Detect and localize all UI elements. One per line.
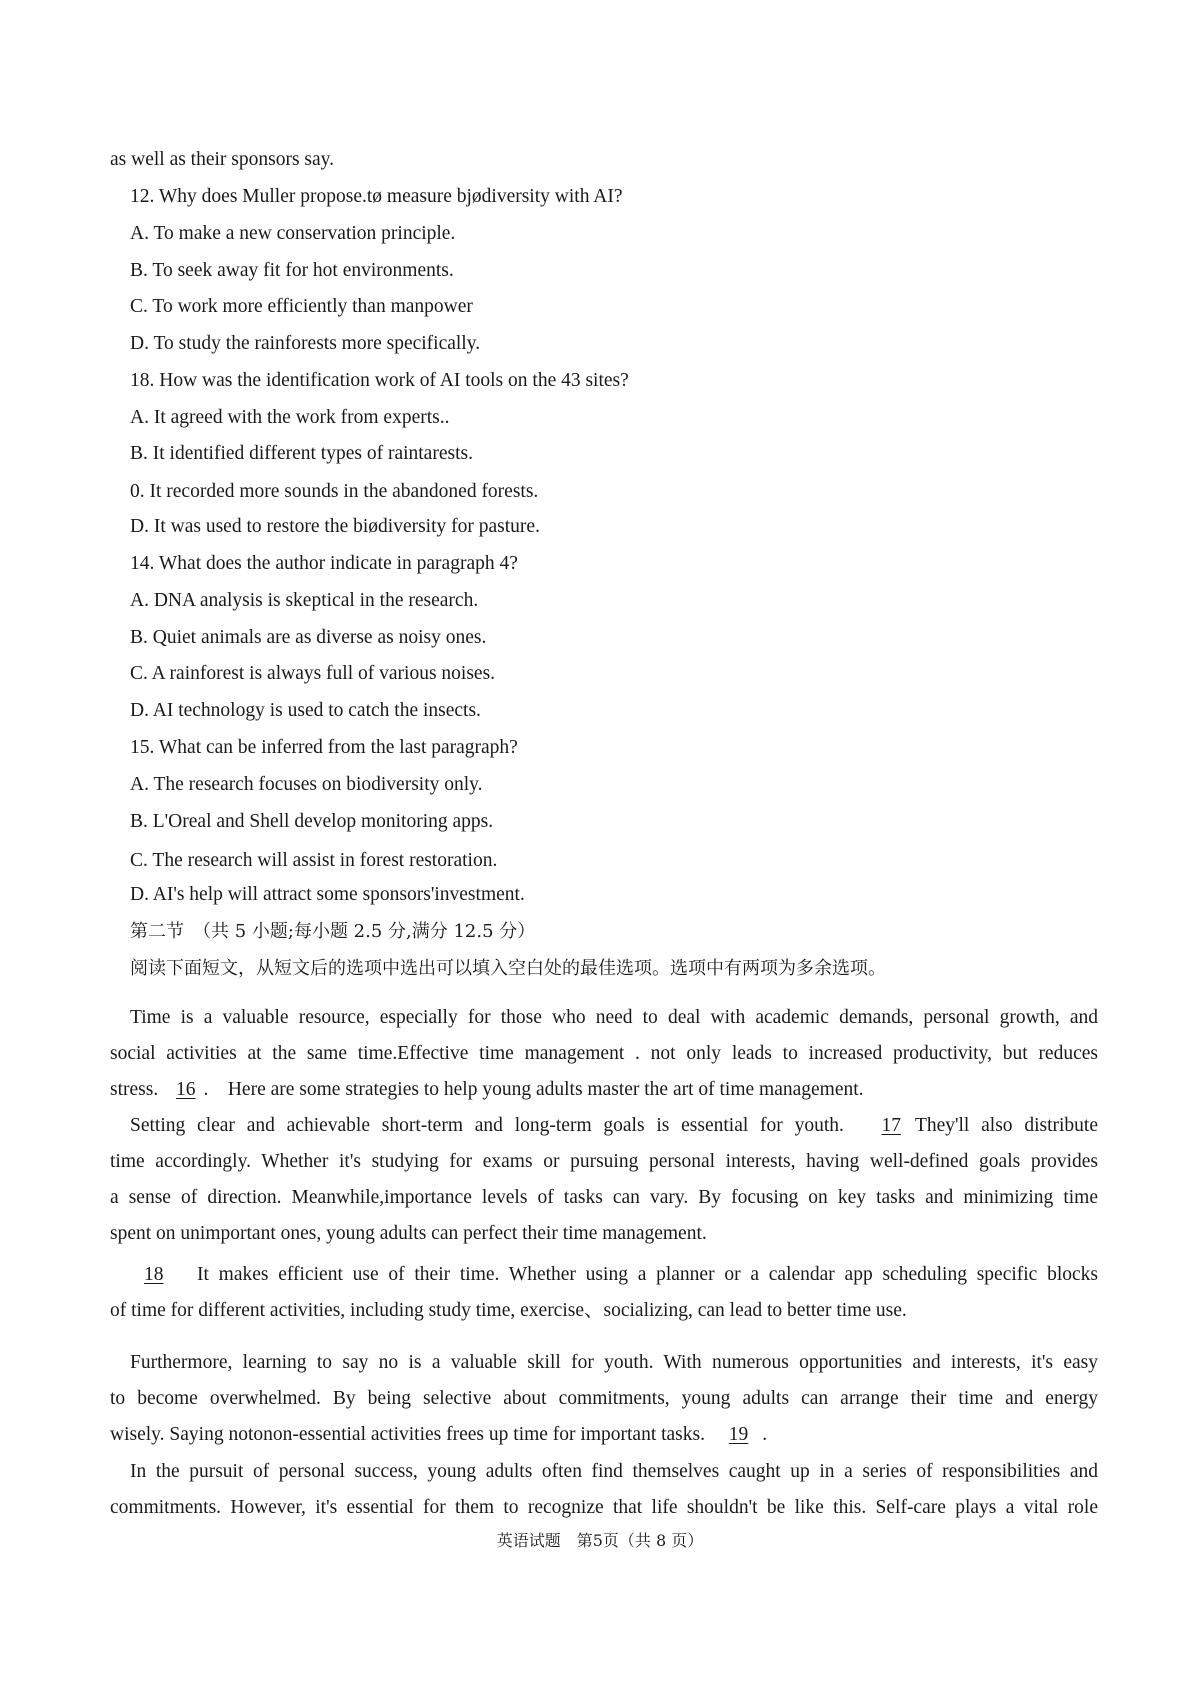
section-title: 第二节 （共 5 小题;每小题 2.5 分,满分 12.5 分） — [130, 921, 536, 942]
answer-option: A. To make a new conservation principle. — [130, 223, 456, 244]
answer-option: D. AI technology is used to catch the insects. — [130, 700, 481, 721]
answer-blank-19: 19 — [728, 1424, 749, 1445]
answer-option: D. It was used to restore the biødiversity for pasture. — [130, 516, 540, 537]
continuation-line: as well as their sponsors say. — [110, 149, 335, 170]
passage-paragraph-3 — [110, 1257, 1098, 1329]
line-text: stress. — [110, 1079, 159, 1100]
line-text: It makes efficient use of their time. Whether using a planner or a calendar app scheduling specific blocks — [197, 1264, 1098, 1285]
page-footer: 英语试题 第5页（共 8 页） — [496, 1531, 704, 1550]
answer-option: C. To work more efficiently than manpower — [130, 296, 473, 317]
answer-option: B. L'Oreal and Shell develop monitoring apps. — [130, 811, 494, 832]
paragraph-line: a sense of direction. Meanwhile,importance levels of tasks can vary. By focusing on key tasks and minimizing time — [110, 1187, 1098, 1208]
line-text: . Here are some strategies to help young adults master the art of time management. — [203, 1079, 864, 1100]
question-stem: 15. What can be inferred from the last paragraph? — [130, 737, 518, 758]
answer-blank-18: 18 — [144, 1264, 164, 1285]
answer-option: C. A rainforest is always full of various noises. — [130, 663, 496, 684]
line-text: wisely. Saying notonon-essential activities frees up time for important tasks. — [110, 1424, 705, 1445]
answer-option: D. To study the rainforests more specifically. — [130, 333, 481, 354]
line-text: . — [762, 1424, 768, 1445]
answer-blank-16: 16 — [175, 1079, 196, 1100]
answer-option: B. To seek away fit for hot environments. — [130, 260, 454, 281]
question-stem: 18. How was the identification work of AI tools on the 43 sites? — [130, 370, 629, 391]
answer-option: D. AI's help will attract some sponsors'investment. — [130, 884, 525, 905]
question-stem: 14. What does the author indicate in paragraph 4? — [130, 553, 518, 574]
line-text: Setting clear and achievable short-term and long-term goals is essential for youth. — [130, 1115, 844, 1136]
paragraph-line: Time is a valuable resource, especially for those who need to deal with academic demands, personal growth, and — [130, 1007, 1098, 1028]
passage-paragraph-5 — [110, 1454, 1098, 1526]
passage-paragraph-1 — [110, 1000, 1098, 1108]
answer-option: A. DNA analysis is skeptical in the research. — [130, 590, 479, 611]
answer-option: C. The research will assist in forest restoration. — [130, 850, 498, 871]
paragraph-line: to become overwhelmed. By being selective about commitments, young adults can arrange their time and energy — [110, 1388, 1098, 1409]
answer-blank-17: 17 — [881, 1115, 901, 1136]
paragraph-line — [110, 1072, 1098, 1108]
paragraph-line: of time for different activities, including study time, exercise、socializing, can lead to better time use. — [110, 1300, 907, 1321]
paragraph-line — [110, 1108, 1098, 1144]
answer-option: A. It agreed with the work from experts.. — [130, 407, 450, 428]
paragraph-line: commitments. However, it's essential for them to recognize that life shouldn't be like this. Self-care plays a vital role — [110, 1497, 1098, 1518]
line-text: They'll also distribute — [914, 1115, 1098, 1136]
paragraph-line: Furthermore, learning to say no is a valuable skill for youth. With numerous opportunities and interests, it's easy — [130, 1352, 1098, 1373]
answer-option: 0. It recorded more sounds in the abandoned forests. — [130, 481, 539, 502]
paragraph-line — [110, 1417, 1098, 1453]
passage-paragraph-2 — [110, 1108, 1098, 1252]
answer-option: B. It identified different types of raintarests. — [130, 443, 473, 464]
paragraph-line: spent on unimportant ones, young adults can perfect their time management. — [110, 1223, 707, 1244]
paragraph-line: social activities at the same time.Effective time management . not only leads to increased productivity, but reduces — [110, 1043, 1098, 1064]
question-stem: 12. Why does Muller propose.tø measure bjødiversity with AI? — [130, 186, 623, 207]
paragraph-line — [110, 1257, 1098, 1293]
section-instruction: 阅读下面短文，从短文后的选项中选出可以填入空白处的最佳选项。选项中有两项为多余选项。 — [130, 958, 886, 979]
paragraph-line: time accordingly. Whether it's studying for exams or pursuing personal interests, having well-defined goals provides — [110, 1151, 1098, 1172]
answer-option: A. The research focuses on biodiversity only. — [130, 774, 483, 795]
passage-paragraph-4 — [110, 1345, 1098, 1453]
answer-option: B. Quiet animals are as diverse as noisy ones. — [130, 627, 487, 648]
paragraph-line: In the pursuit of personal success, young adults often find themselves caught up in a series of responsibilities and — [130, 1461, 1098, 1482]
